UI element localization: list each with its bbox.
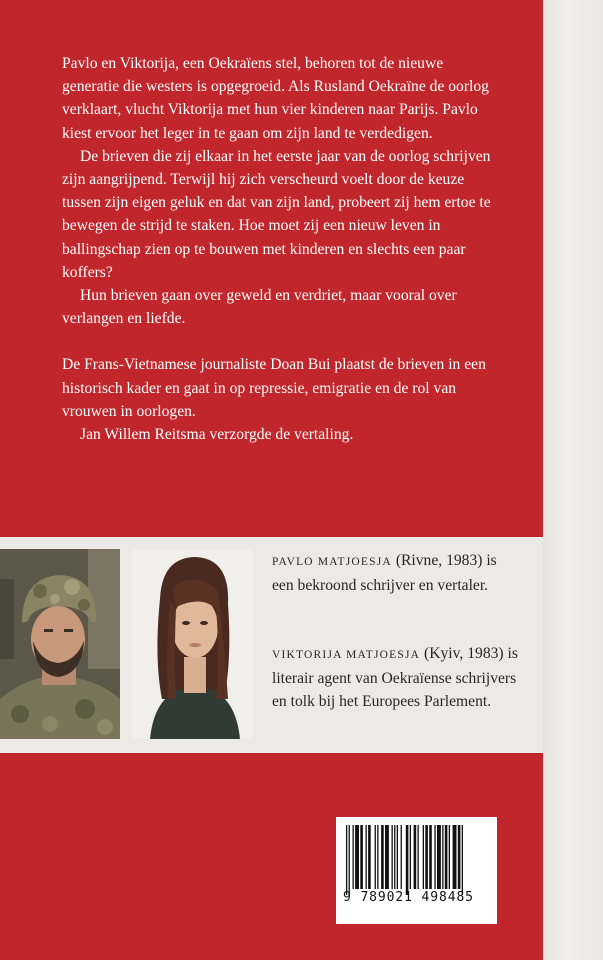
blurb-paragraph-4: De Frans-Vietnamese journaliste Doan Bui plaatst de brieven in een historisch kader en gaat in op repressie, emigratie en de rol van vrouwen in oorlogen.	[62, 356, 486, 420]
barcode-bars	[336, 817, 497, 924]
barcode-bar	[355, 825, 359, 889]
barcode-bar	[462, 825, 463, 895]
barcode-bar	[406, 825, 409, 895]
barcode-bar	[423, 825, 424, 889]
barcode-bar	[353, 825, 354, 889]
barcode-bar	[449, 825, 450, 889]
barcode-bar	[410, 825, 411, 889]
barcode-bar	[445, 825, 448, 889]
blurb-paragraph-1: Pavlo en Viktorija, een Oekraïens stel, behoren tot de nieuwe generatie die westers is opgegroeid. Als Rusland Oekraïne de oorlog verklaart, vlucht Viktorija met hun vier kinderen naar Parijs. Pavlo kiest ervoor het leger in te gaan om zijn land te verdedigen.	[62, 55, 489, 142]
barcode-bar	[397, 825, 398, 889]
paper-edge	[543, 0, 603, 960]
author-name-pavlo: PAVLO MATJOESJA	[272, 556, 392, 568]
blurb-paragraph-5: Jan Willem Reitsma verzorgde de vertaling.	[80, 426, 354, 444]
barcode-bar	[442, 825, 443, 889]
soldier-photo-illustration	[0, 549, 120, 739]
barcode-bar	[437, 825, 441, 889]
author-photo-viktorija	[132, 549, 253, 739]
author-photo-pavlo	[0, 549, 120, 739]
barcode-bar	[346, 825, 347, 895]
barcode-bar	[377, 825, 378, 889]
bio-pavlo	[272, 549, 522, 597]
barcode-bar	[458, 825, 461, 889]
barcode-bar	[349, 825, 350, 895]
barcode-bar	[414, 825, 417, 889]
barcode-bar	[434, 825, 435, 889]
barcode-bar	[429, 825, 432, 889]
barcode-bar	[381, 825, 384, 889]
bio-text-pavlo: (Rivne, 1983) is een bekroond schrijver en vertaler.	[272, 552, 497, 595]
isbn-barcode	[336, 817, 497, 924]
barcode-bar	[418, 825, 419, 889]
isbn-number: 9 789021 498485	[343, 890, 474, 905]
barcode-bar	[392, 825, 393, 889]
barcode-bar	[385, 825, 389, 889]
blurb-paragraph-2: De brieven die zij elkaar in het eerste jaar van de oorlog schrijven zijn aangrijpend. Terwijl hij zich verscheurd voelt door de keuze tussen zijn eigen geluk en dat van zijn land, probeert zij hem ertoe te bewegen de strijd te staken. Hoe moet zij een nieuw leven in ballingschap zien op te bouwen met kinderen en slechts een paar koffers?	[62, 147, 491, 281]
barcode-bar	[366, 825, 367, 889]
barcode-bar	[425, 825, 428, 889]
barcode-bar	[401, 825, 402, 889]
blurb-paragraph-3: Hun brieven gaan over geweld en verdriet, maar vooral over verlangen en liefde.	[62, 287, 457, 328]
back-cover-blurb	[62, 52, 502, 446]
barcode-bar	[375, 825, 376, 889]
woman-photo-illustration	[132, 549, 253, 739]
barcode-bar	[453, 825, 457, 889]
barcode-bar	[360, 825, 363, 889]
author-name-viktorija: VIKTORIJA MATJOESJA	[272, 649, 421, 661]
barcode-bar	[394, 825, 395, 889]
bio-text-viktorija: (Kyiv, 1983) is literair agent van Oekraïense schrijvers en tolk bij het Europees Parlement.	[272, 645, 518, 711]
bio-viktorija	[272, 642, 522, 714]
barcode-bar	[368, 825, 371, 889]
